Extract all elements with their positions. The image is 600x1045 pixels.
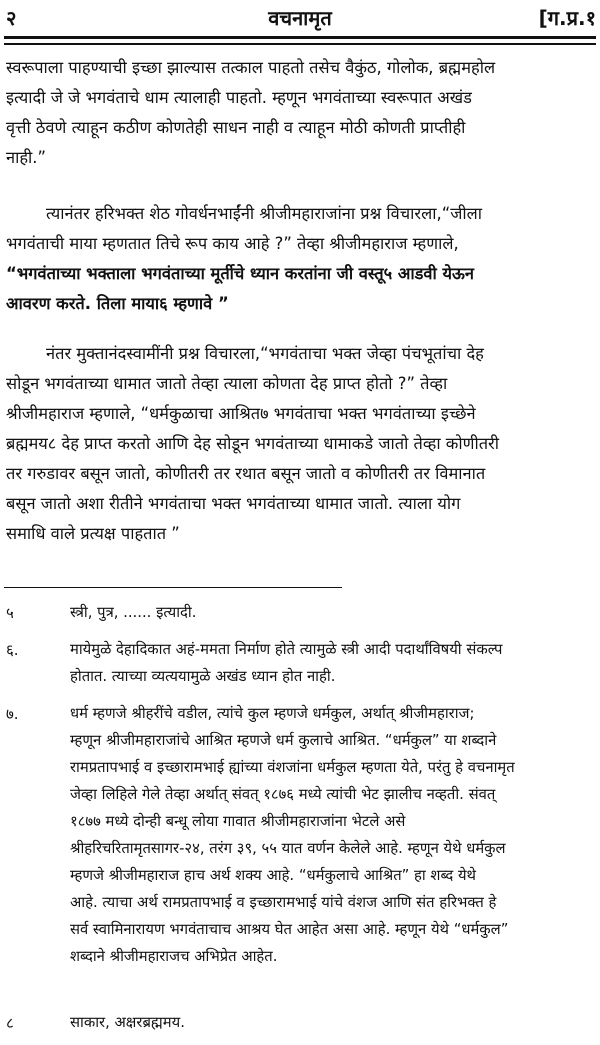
- page-header: [0, 0, 600, 34]
- text-line: नंतर मुक्तानंदस्वामींनी प्रश्न विचारला,“भगवंताचा भक्त जेव्हा पंचभूतांचा देह: [46, 344, 484, 363]
- text-line: तर गरुडावर बसून जातो, कोणीतरी तर रथात बसून जातो व कोणीतरी तर विमानात: [6, 464, 486, 483]
- text-line: त्यानंतर हरिभक्त शेठ गोवर्धनभाईंनी श्रीजीमहाराजांना प्रश्न विचारला,“जीला: [46, 204, 482, 223]
- text-line: इत्यादी जे जे भगवंताचे धाम त्यालाही पाहतो. म्हणून भगवंताच्या स्वरूपात अखंड: [6, 88, 472, 107]
- footnote-line: म्हणजे श्रीजीमहाराज हाच अर्थ शक्य आहे. “धर्मकुलाचे आश्रित” हा शब्द येथे: [70, 867, 476, 884]
- footnote-separator: [4, 587, 342, 588]
- text-line: सोडून भगवंताच्या धामात जातो तेव्हा त्याला कोणता देह प्राप्त होतो ?” तेव्हा: [6, 374, 448, 393]
- text-line: नाही.”: [6, 148, 46, 167]
- footnote-line: जेव्हा लिहिले गेले तेव्हा अर्थात् संवत् १८७६ मध्ये त्यांची भेट झालीच नव्हती. संवत्: [70, 786, 496, 803]
- footnote-line: रामप्रतापभाई व इच्छारामभाई ह्यांच्या वंशजांना धर्मकुल म्हणता येते, परंतु हे वचनामृत: [70, 759, 515, 776]
- header-rule-thin: [4, 43, 596, 45]
- bold-quote-line: “भगवंताच्या भक्ताला भगवंताच्या मूर्तीचे ध्यान करतांना जी वस्तू५ आडवी येऊन: [6, 264, 474, 283]
- footnote-line: म्हणून श्रीजीमहाराजांचे आश्रित म्हणजे धर्म कुलाचे आश्रित. “धर्मकुल” या शब्दाने: [70, 732, 497, 749]
- footnote-number: ५: [6, 604, 14, 622]
- footnote-number: ६.: [6, 641, 19, 659]
- footnote-line: शब्दाने श्रीजीमहाराजच अभिप्रेत आहेत.: [70, 948, 278, 965]
- text-line: भगवंताची माया म्हणतात तिचे रूप काय आहे ?” तेव्हा श्रीजीमहाराज म्हणाले,: [6, 234, 459, 253]
- footnote-line: आहे. त्याचा अर्थ रामप्रतापभाई व इच्छारामभाई यांचे वंशज आणि संत हरिभक्त हे: [70, 894, 497, 911]
- footnote-line: होतात. त्याच्या व्यत्ययामुळे अखंड ध्यान होत नाही.: [70, 668, 336, 685]
- running-title: वचनामृत: [268, 6, 332, 30]
- footnote-line: १८७७ मध्ये दोन्ही बन्धू लोया गावात श्रीजीमहाराजांना भेटले असे: [70, 813, 406, 830]
- page-number: २: [6, 6, 17, 30]
- text-line: वृत्ती ठेवणे त्याहून कठीण कोणतेही साधन नाही व त्याहून मोठी कोणती प्राप्तीही: [6, 118, 466, 137]
- chapter-reference: [ग.प्र.१: [538, 6, 596, 30]
- text-line: श्रीजीमहाराज म्हणाले, “धर्मकुळाचा आश्रित७ भगवंताचा भक्त भगवंताच्या इच्छेने: [6, 404, 476, 423]
- text-line: समाधि वाले प्रत्यक्ष पाहतात ”: [6, 524, 180, 543]
- footnote-line: सर्व स्वामिनारायण भगवंताचाच आश्रय घेत आहेत असा आहे. म्हणून येथे “धर्मकुल”: [70, 921, 509, 938]
- header-rule-thick: [4, 36, 596, 39]
- footnote-line: श्रीहरिचरितामृतसागर-२४, तरंग ३९, ५५ यात वर्णन केलेले आहे. म्हणून येथे धर्मकुल: [70, 840, 506, 857]
- footnote-number: ८: [6, 1014, 14, 1032]
- text-line: स्वरूपाला पाहण्याची इच्छा झाल्यास तत्काल पाहतो तसेच वैकुंठ, गोलोक, ब्रह्ममहोल: [6, 58, 496, 77]
- text-line: बसून जातो अशा रीतीने भगवंताचा भक्त भगवंताच्या धामात जातो. त्याला योग: [6, 494, 461, 513]
- footnote-number: ७.: [6, 705, 19, 723]
- footnote-line: साकार, अक्षरब्रह्ममय.: [70, 1014, 185, 1031]
- footnote-line: मायेमुळे देहादिकात अहं-ममता निर्माण होते त्यामुळे स्त्री आदी पदार्थांविषयी संकल्प: [70, 641, 503, 658]
- bold-quote-line: आवरण करते. तिला माया६ म्हणावे ”: [6, 294, 229, 313]
- footnote-line: धर्म म्हणजे श्रीहरींचे वडील, त्यांचे कुल म्हणजे धर्मकुल, अर्थात् श्रीजीमहाराज;: [70, 705, 475, 722]
- text-line: ब्रह्ममय८ देह प्राप्त करतो आणि देह सोडून भगवंताच्या धामाकडे जातो तेव्हा कोणीतरी: [6, 434, 499, 453]
- footnote-line: स्त्री, पुत्र, ...... इत्यादी.: [70, 604, 197, 621]
